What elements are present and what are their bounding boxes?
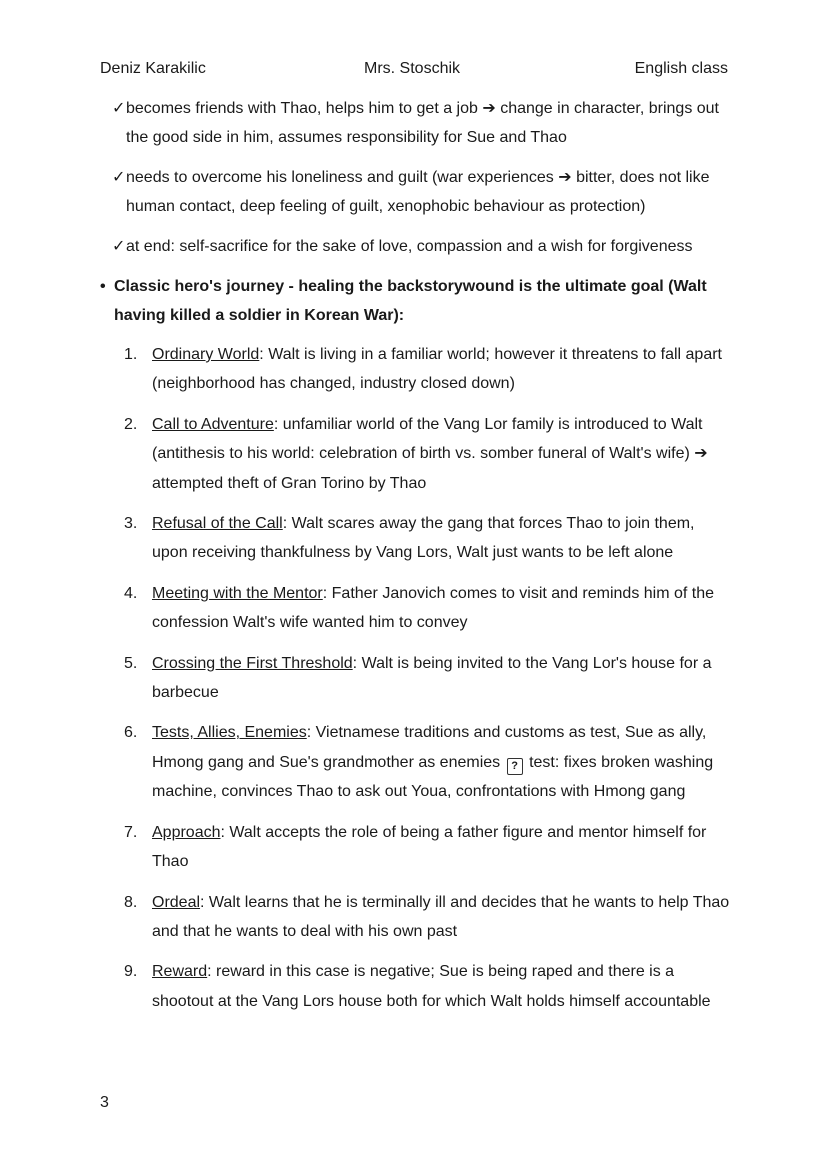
unknown-symbol-icon: ? <box>507 758 523 775</box>
stage-description: : Walt is living in a familiar world; however it threatens to fall apart (neighborhood has changed, industry closed down) <box>152 346 722 393</box>
stage-description-continued: test: fixes broken washing machine, convinces Thao to ask out Youa, confrontations with Hmong gang <box>152 753 714 801</box>
stage-description: : Walt accepts the role of being a father figure and mentor himself for Thao <box>152 823 707 871</box>
list-item <box>124 509 734 568</box>
check-item <box>112 163 732 221</box>
section-heading-bullet <box>100 272 730 330</box>
header-teacher: Mrs. Stoschik <box>364 60 461 77</box>
page-header <box>100 60 728 80</box>
item-number: 2. <box>124 415 138 433</box>
list-item <box>124 718 734 806</box>
item-number: 3. <box>124 515 138 533</box>
check-item-text: becomes friends with Thao, helps him to get a job ➔ change in character, brings out the good side in him, assumes responsibility for Sue and Thao <box>126 100 719 146</box>
checkmark-icon: ✓ <box>112 169 126 186</box>
bullet-icon: • <box>100 278 106 295</box>
list-item <box>124 410 734 498</box>
stage-term: Ordinary World <box>152 346 260 363</box>
item-number: 7. <box>124 823 138 841</box>
stage-description: : Walt scares away the gang that forces Thao to join them, upon receiving thankfulness by Vang Lors, Walt just wants to be left alone <box>152 515 695 562</box>
stage-term: Call to Adventure <box>152 415 274 433</box>
stage-description: : Father Janovich comes to visit and reminds him of the confession Walt's wife wanted him to convey <box>152 584 715 632</box>
item-number: 5. <box>124 654 138 672</box>
stage-description: : Walt is being invited to the Vang Lor's house for a barbecue <box>152 654 712 702</box>
list-item <box>124 579 734 638</box>
check-item-text: at end: self-sacrifice for the sake of love, compassion and a wish for forgiveness <box>126 238 693 255</box>
stage-term: Ordeal <box>152 893 201 911</box>
section-heading: Classic hero's journey - healing the backstorywound is the ultimate goal (Walt having killed a soldier in Korean War): <box>114 278 707 324</box>
list-item <box>124 957 734 1016</box>
checkmark-icon: ✓ <box>112 100 126 117</box>
stage-term: Tests, Allies, Enemies <box>152 724 307 742</box>
item-number: 6. <box>124 724 138 742</box>
stage-description: : Vietnamese traditions and customs as test, Sue as ally, Hmong gang and Sue's grandmother as enemies <box>152 724 707 771</box>
header-class: English class <box>634 60 728 77</box>
stage-term: Refusal of the Call <box>152 515 283 533</box>
list-item <box>124 888 734 947</box>
page-number: 3 <box>100 1094 109 1111</box>
check-item <box>112 232 732 261</box>
stage-term: Crossing the First Threshold <box>152 654 353 672</box>
item-number: 1. <box>124 346 138 363</box>
list-item <box>124 818 734 877</box>
list-item <box>124 649 734 708</box>
stage-description: : unfamiliar world of the Vang Lor family is introduced to Walt (antithesis to his world: celebration of birth vs. somber funeral of Walt's wife) ➔ attempted theft of Gran Torino by Thao <box>152 415 708 492</box>
header-author: Deniz Karakilic <box>100 60 206 77</box>
stage-term: Reward <box>152 963 208 981</box>
stage-description: : Walt learns that he is terminally ill and decides that he wants to help Thao and that he wants to deal with his own past <box>152 893 730 940</box>
item-number: 8. <box>124 893 138 911</box>
stage-term: Approach <box>152 823 221 841</box>
item-number: 4. <box>124 584 138 602</box>
item-number: 9. <box>124 963 138 981</box>
list-item <box>124 340 734 399</box>
checkmark-icon: ✓ <box>112 238 126 255</box>
stage-term: Meeting with the Mentor <box>152 584 323 602</box>
check-item <box>112 94 732 152</box>
hero-journey-list <box>124 340 734 1027</box>
stage-description: : reward in this case is negative; Sue is being raped and there is a shootout at the Vang Lors house both for which Walt holds himself accountable <box>152 963 711 1010</box>
check-item-text: needs to overcome his loneliness and guilt (war experiences ➔ bitter, does not like human contact, deep feeling of guilt, xenophobic behaviour as protection) <box>126 169 710 215</box>
